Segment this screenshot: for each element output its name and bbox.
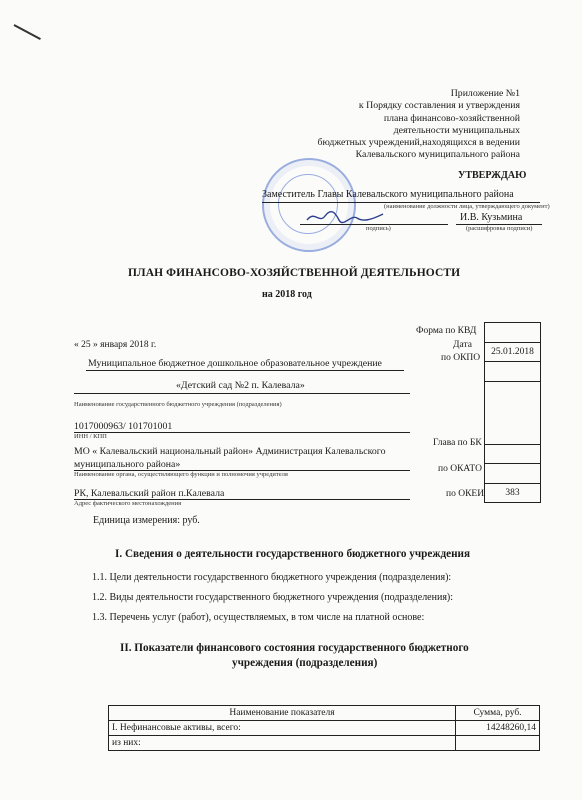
institution-name-caption: Наименование государственного бюджетного учреждения (подразделения) [74,401,282,408]
plan-year: на 2018 год [262,289,312,300]
glava-label: Глава по БК [433,438,482,448]
code-cell-okato [485,464,540,484]
address-caption: Адрес фактического местонахождения [74,500,182,507]
address: РК, Калевальский район п.Калевала [74,488,225,499]
approve-name: И.В. Кузьмина [460,212,523,223]
section1-title: I. Сведения о деятельности государственного бюджетного учреждения [115,548,471,560]
table-cell: I. Нефинансовые активы, всего: [109,721,456,736]
code-cell-empty [485,382,540,445]
date-label: Дата [453,340,472,350]
institution-name-line2: «Детский сад №2 п. Калевала» [176,380,305,391]
financial-table [108,705,540,751]
approve-position-caption: (наименование должности лица, утверждающего документ) [384,203,550,210]
appendix-line: плана финансово-хозяйственной [383,112,520,124]
code-cell-okei: 383 [505,487,520,498]
table-header-row [109,706,540,721]
section1-item: 1.2. Виды деятельности государственного бюджетного учреждения (подразделения): [92,592,454,603]
code-cell-date: 25.01.2018 [485,343,540,363]
section2-title-line2: учреждения (подразделения) [232,657,378,669]
plan-date: « 25 » января 2018 г. [74,340,157,350]
table-header-cell: Сумма, руб. [456,706,540,721]
codes-box [484,322,541,503]
table-cell: 14248260,14 [456,721,540,736]
appendix-line: Калевальского муниципального района [355,149,520,161]
form-kvd-label: Форма по КВД [416,326,477,336]
founder-caption: Наименование органа, осуществляющего функции и полномочия учредителя [74,471,288,478]
appendix-block [318,88,520,162]
institution-name-line1: Муниципальное бюджетное дошкольное образовательное учреждение [88,358,382,369]
appendix-line: Приложение №1 [450,88,520,99]
appendix-line: бюджетных учреждений,находящихся в ведении [317,137,520,149]
table-cell [456,736,540,751]
plan-title: ПЛАН ФИНАНСОВО-ХОЗЯЙСТВЕННОЙ ДЕЯТЕЛЬНОСТИ [128,267,461,279]
section2-title-line1: II. Показатели финансового состояния государственного бюджетного [120,642,469,654]
code-cell-kvd [485,323,540,343]
unit-measure: Единица измерения: руб. [93,515,200,526]
approve-title: УТВЕРЖДАЮ [458,170,527,181]
okei-label: по ОКЕИ [446,489,485,499]
inn-caption: ИНН / КПП [74,433,107,440]
okato-label: по ОКАТО [438,464,482,474]
appendix-line: к Порядку составления и утверждения [358,100,520,112]
founder-line2: муниципального района» [74,459,181,470]
inn-kpp: 1017000963/ 101701001 [74,421,173,432]
table-cell: из них: [109,736,456,751]
okpo-label: по ОКПО [441,353,481,363]
section1-item: 1.3. Перечень услуг (работ), осуществляемых, в том числе на платной основе: [92,612,425,623]
table-row [109,736,540,751]
table-header-cell: Наименование показателя [109,706,456,721]
official-stamp-seal [262,158,356,252]
code-cell-okpo [485,362,540,382]
founder-line1: МО « Калевальский национальный район» Администрация Калевальского [74,446,386,457]
section1-item: 1.1. Цели деятельности государственного бюджетного учреждения (подразделения): [92,572,452,583]
scan-mark [14,24,41,40]
code-cell-glava [485,445,540,465]
name-caption: (расшифровка подписи) [466,225,533,232]
signature-caption: подпись) [366,225,391,232]
approve-position: Заместитель Главы Калевальского муниципального района [262,189,514,200]
appendix-line: деятельности муниципальных [393,124,520,136]
table-row [109,721,540,736]
